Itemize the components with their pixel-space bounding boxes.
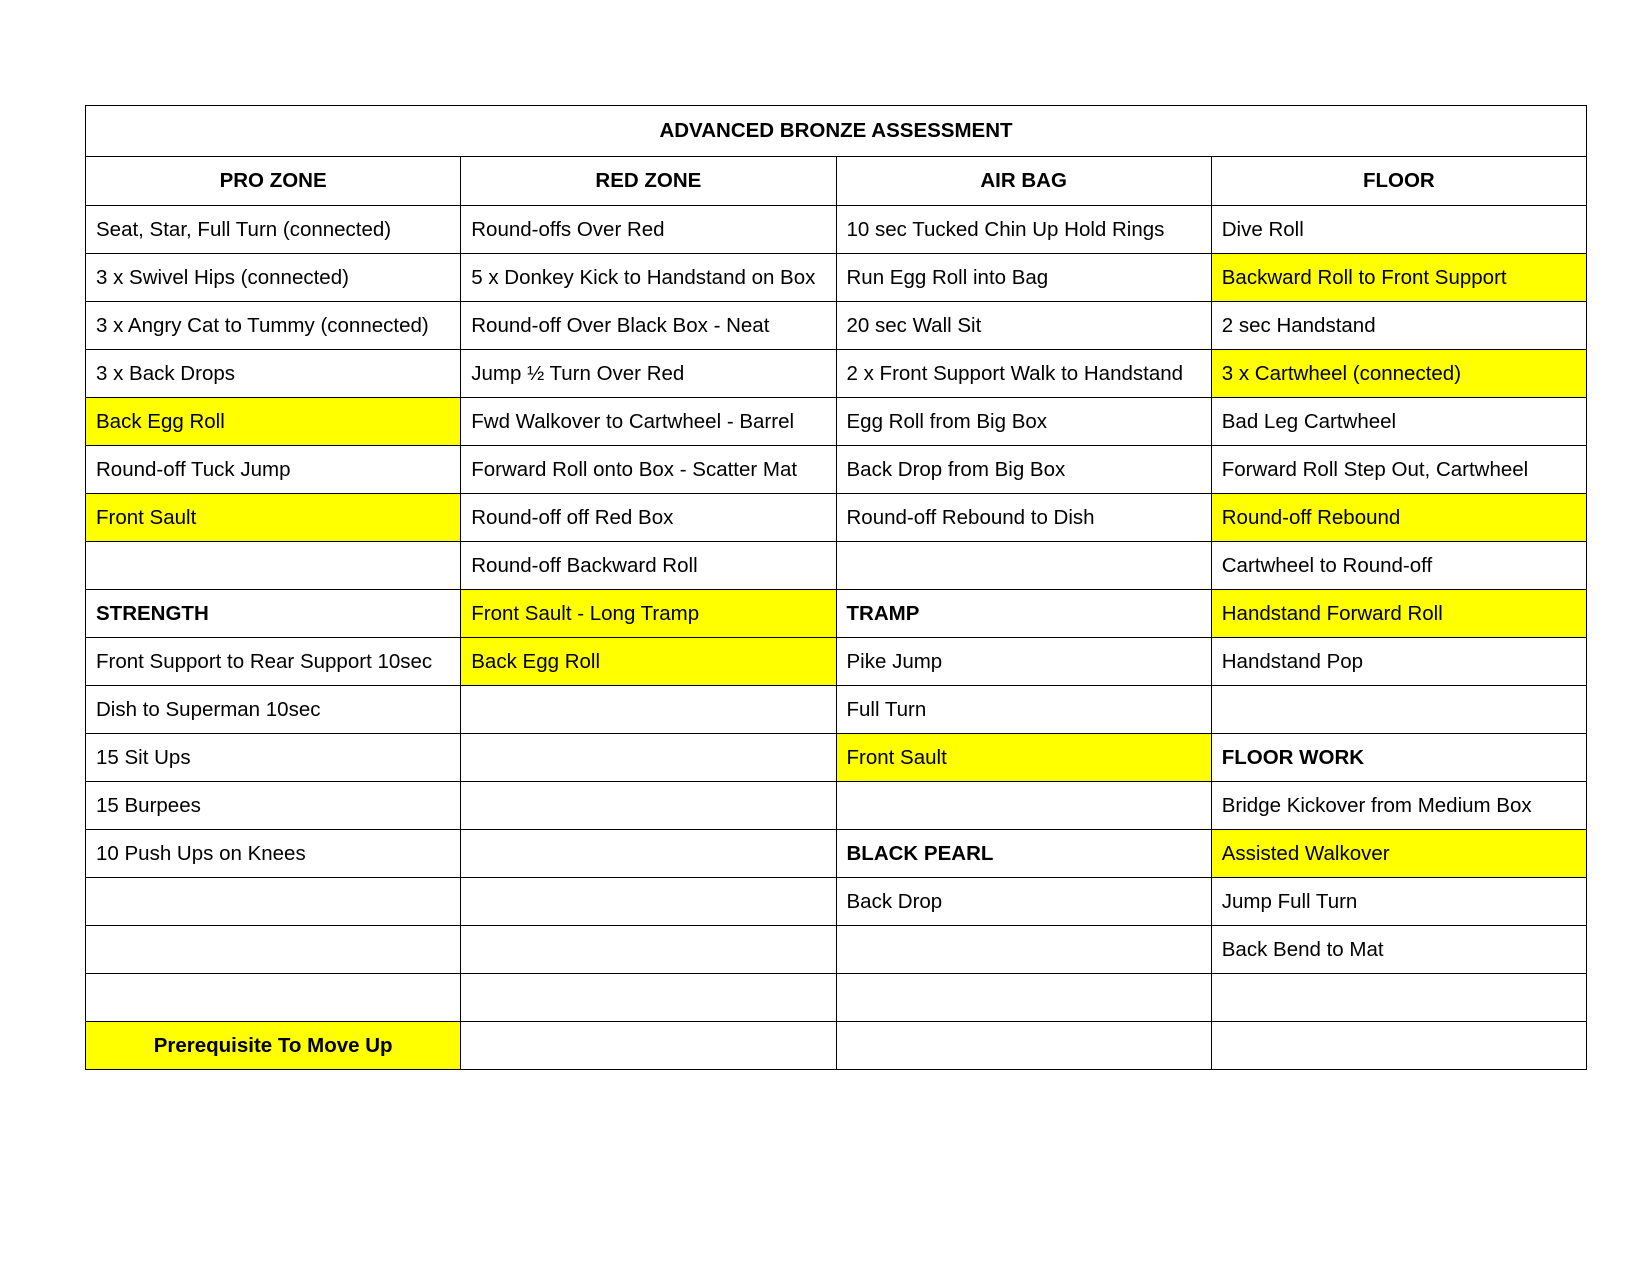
table-row bbox=[86, 254, 1587, 302]
cell-pro-zone: Seat, Star, Full Turn (connected) bbox=[86, 206, 461, 254]
cell-floor bbox=[1211, 1022, 1586, 1070]
cell-red-zone bbox=[461, 734, 836, 782]
table-row bbox=[86, 494, 1587, 542]
cell-air-bag: Round-off Rebound to Dish bbox=[836, 494, 1211, 542]
cell-air-bag: Run Egg Roll into Bag bbox=[836, 254, 1211, 302]
cell-pro-zone: 3 x Swivel Hips (connected) bbox=[86, 254, 461, 302]
cell-floor: 2 sec Handstand bbox=[1211, 302, 1586, 350]
column-header-red-zone: RED ZONE bbox=[461, 157, 836, 206]
cell-floor: Round-off Rebound bbox=[1211, 494, 1586, 542]
table-row bbox=[86, 734, 1587, 782]
cell-red-zone: Front Sault - Long Tramp bbox=[461, 590, 836, 638]
cell-air-bag: Back Drop from Big Box bbox=[836, 446, 1211, 494]
table-row bbox=[86, 782, 1587, 830]
cell-floor: Handstand Pop bbox=[1211, 638, 1586, 686]
column-header-pro-zone: PRO ZONE bbox=[86, 157, 461, 206]
cell-air-bag: 20 sec Wall Sit bbox=[836, 302, 1211, 350]
cell-pro-zone: Back Egg Roll bbox=[86, 398, 461, 446]
table-row bbox=[86, 542, 1587, 590]
cell-air-bag: Full Turn bbox=[836, 686, 1211, 734]
cell-red-zone: Fwd Walkover to Cartwheel - Barrel bbox=[461, 398, 836, 446]
cell-pro-zone: 15 Sit Ups bbox=[86, 734, 461, 782]
cell-floor: 3 x Cartwheel (connected) bbox=[1211, 350, 1586, 398]
table-row bbox=[86, 206, 1587, 254]
table-row bbox=[86, 974, 1587, 1022]
table-row bbox=[86, 878, 1587, 926]
cell-red-zone bbox=[461, 926, 836, 974]
cell-pro-zone: Front Sault bbox=[86, 494, 461, 542]
cell-floor: Back Bend to Mat bbox=[1211, 926, 1586, 974]
table-row bbox=[86, 638, 1587, 686]
cell-pro-zone: 3 x Back Drops bbox=[86, 350, 461, 398]
cell-air-bag: Front Sault bbox=[836, 734, 1211, 782]
cell-floor bbox=[1211, 974, 1586, 1022]
cell-red-zone bbox=[461, 782, 836, 830]
cell-red-zone bbox=[461, 974, 836, 1022]
table-row bbox=[86, 926, 1587, 974]
cell-pro-zone: 3 x Angry Cat to Tummy (connected) bbox=[86, 302, 461, 350]
table-row bbox=[86, 302, 1587, 350]
cell-floor: Handstand Forward Roll bbox=[1211, 590, 1586, 638]
cell-pro-zone bbox=[86, 926, 461, 974]
cell-floor: FLOOR WORK bbox=[1211, 734, 1586, 782]
table-row bbox=[86, 590, 1587, 638]
cell-air-bag: Pike Jump bbox=[836, 638, 1211, 686]
cell-pro-zone: Dish to Superman 10sec bbox=[86, 686, 461, 734]
cell-pro-zone: 15 Burpees bbox=[86, 782, 461, 830]
table-row bbox=[86, 350, 1587, 398]
table-row bbox=[86, 398, 1587, 446]
table-row bbox=[86, 1022, 1587, 1070]
cell-air-bag bbox=[836, 782, 1211, 830]
cell-air-bag bbox=[836, 1022, 1211, 1070]
cell-red-zone: Round-off Over Black Box - Neat bbox=[461, 302, 836, 350]
cell-air-bag: 10 sec Tucked Chin Up Hold Rings bbox=[836, 206, 1211, 254]
cell-pro-zone: Round-off Tuck Jump bbox=[86, 446, 461, 494]
cell-floor: Bridge Kickover from Medium Box bbox=[1211, 782, 1586, 830]
cell-pro-zone: Front Support to Rear Support 10sec bbox=[86, 638, 461, 686]
cell-floor: Assisted Walkover bbox=[1211, 830, 1586, 878]
cell-floor bbox=[1211, 686, 1586, 734]
table-row bbox=[86, 830, 1587, 878]
assessment-table bbox=[85, 105, 1587, 1070]
cell-red-zone: Round-off off Red Box bbox=[461, 494, 836, 542]
cell-red-zone bbox=[461, 686, 836, 734]
cell-air-bag bbox=[836, 974, 1211, 1022]
table-body bbox=[86, 206, 1587, 1070]
title-row bbox=[86, 106, 1587, 157]
table-row bbox=[86, 446, 1587, 494]
column-header-floor: FLOOR bbox=[1211, 157, 1586, 206]
cell-air-bag bbox=[836, 926, 1211, 974]
cell-red-zone bbox=[461, 878, 836, 926]
cell-pro-zone: STRENGTH bbox=[86, 590, 461, 638]
cell-pro-zone bbox=[86, 878, 461, 926]
cell-air-bag: Back Drop bbox=[836, 878, 1211, 926]
column-header-air-bag: AIR BAG bbox=[836, 157, 1211, 206]
cell-floor: Jump Full Turn bbox=[1211, 878, 1586, 926]
table-row bbox=[86, 686, 1587, 734]
cell-air-bag: Egg Roll from Big Box bbox=[836, 398, 1211, 446]
cell-pro-zone bbox=[86, 542, 461, 590]
cell-red-zone: Round-offs Over Red bbox=[461, 206, 836, 254]
cell-pro-zone: Prerequisite To Move Up bbox=[86, 1022, 461, 1070]
cell-floor: Forward Roll Step Out, Cartwheel bbox=[1211, 446, 1586, 494]
cell-red-zone bbox=[461, 830, 836, 878]
cell-floor: Dive Roll bbox=[1211, 206, 1586, 254]
cell-red-zone: Back Egg Roll bbox=[461, 638, 836, 686]
header-row bbox=[86, 157, 1587, 206]
table-title: ADVANCED BRONZE ASSESSMENT bbox=[86, 106, 1587, 157]
cell-red-zone: Jump ½ Turn Over Red bbox=[461, 350, 836, 398]
cell-air-bag: BLACK PEARL bbox=[836, 830, 1211, 878]
cell-red-zone bbox=[461, 1022, 836, 1070]
cell-air-bag bbox=[836, 542, 1211, 590]
cell-pro-zone: 10 Push Ups on Knees bbox=[86, 830, 461, 878]
cell-floor: Bad Leg Cartwheel bbox=[1211, 398, 1586, 446]
cell-floor: Cartwheel to Round-off bbox=[1211, 542, 1586, 590]
cell-air-bag: 2 x Front Support Walk to Handstand bbox=[836, 350, 1211, 398]
cell-red-zone: 5 x Donkey Kick to Handstand on Box bbox=[461, 254, 836, 302]
cell-pro-zone bbox=[86, 974, 461, 1022]
cell-floor: Backward Roll to Front Support bbox=[1211, 254, 1586, 302]
cell-red-zone: Forward Roll onto Box - Scatter Mat bbox=[461, 446, 836, 494]
cell-red-zone: Round-off Backward Roll bbox=[461, 542, 836, 590]
cell-air-bag: TRAMP bbox=[836, 590, 1211, 638]
